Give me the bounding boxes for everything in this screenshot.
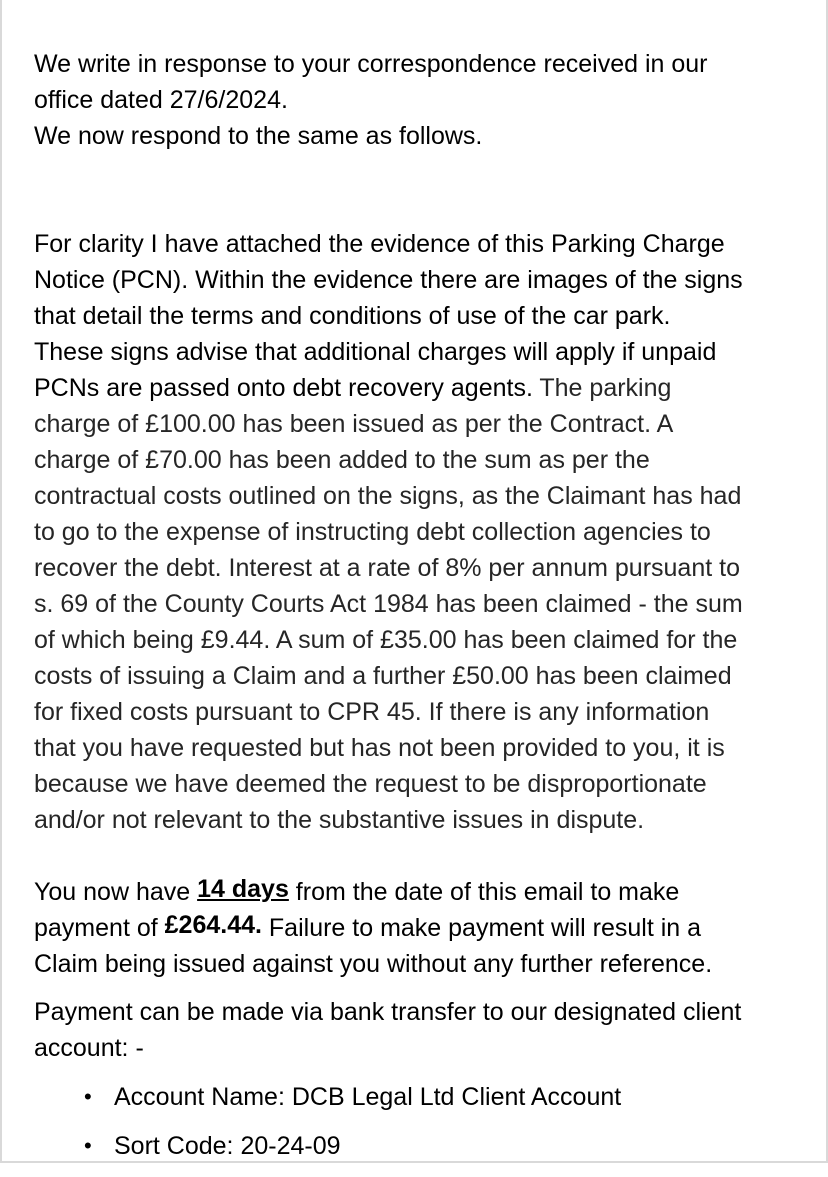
evidence-line: These signs advise that additional charges will apply if unpaid xyxy=(34,338,717,366)
evidence-line: s. 69 of the County Courts Act 1984 has been claimed - the sum xyxy=(34,590,743,618)
bullet-icon: • xyxy=(84,1084,92,1109)
payment-line: Claim being issued against you without any further reference. xyxy=(34,950,713,978)
evidence-line: contractual costs outlined on the signs, as the Claimant has had xyxy=(34,482,742,510)
bank-detail-sort-code: Sort Code: 20-24-09 xyxy=(114,1132,341,1160)
payment-paragraph xyxy=(34,874,800,982)
evidence-line: to go to the expense of instructing debt collection agencies to xyxy=(34,518,711,546)
evidence-line: charge of £100.00 has been issued as per the Contract. A xyxy=(34,410,674,438)
payment-text: Failure to make payment will result in a xyxy=(261,914,702,942)
bank-intro-line: account: - xyxy=(34,1034,144,1062)
evidence-line: recover the debt. Interest at a rate of 8% per annum pursuant to xyxy=(34,554,740,582)
paragraph-spacer xyxy=(34,154,800,226)
evidence-text-lead: PCNs are passed onto debt recovery agents. xyxy=(34,374,533,402)
payment-text: You now have xyxy=(34,878,198,906)
evidence-line: charge of £70.00 has been added to the sum as per the xyxy=(34,446,650,474)
payment-amount: £264.44. xyxy=(164,911,262,939)
list-item xyxy=(34,1079,800,1115)
payment-line xyxy=(34,910,800,946)
evidence-line: for fixed costs pursuant to CPR 45. If there is any information xyxy=(34,698,710,726)
evidence-line: that you have requested but has not been provided to you, it is xyxy=(34,734,725,762)
bank-details-list xyxy=(34,1079,800,1164)
intro-paragraph xyxy=(34,46,800,154)
evidence-line: costs of issuing a Claim and a further £50.00 has been claimed xyxy=(34,662,732,690)
evidence-line: of which being £9.44. A sum of £35.00 has been claimed for the xyxy=(34,626,738,654)
evidence-line: that detail the terms and conditions of use of the car park. xyxy=(34,302,671,330)
payment-deadline: 14 days xyxy=(197,875,289,903)
intro-line: office dated 27/6/2024. xyxy=(34,86,288,114)
evidence-line-mixed xyxy=(34,370,800,406)
intro-line: We now respond to the same as follows. xyxy=(34,122,483,150)
evidence-text-tail: The parking xyxy=(532,374,672,402)
page-border-left xyxy=(0,0,2,1163)
payment-line xyxy=(34,874,800,910)
intro-line: We write in response to your correspondence received in our xyxy=(34,50,708,78)
evidence-line: For clarity I have attached the evidence of this Parking Charge xyxy=(34,230,725,258)
email-body xyxy=(34,46,800,1177)
payment-text: from the date of this email to make xyxy=(288,878,680,906)
evidence-line: Notice (PCN). Within the evidence there are images of the signs xyxy=(34,266,743,294)
bank-intro-line: Payment can be made via bank transfer to our designated client xyxy=(34,998,742,1026)
evidence-line: and/or not relevant to the substantive issues in dispute. xyxy=(34,806,645,834)
bank-intro-paragraph xyxy=(34,994,800,1066)
bullet-icon: • xyxy=(84,1133,92,1158)
payment-text: payment of xyxy=(34,914,165,942)
list-item xyxy=(34,1128,800,1164)
evidence-line: because we have deemed the request to be disproportionate xyxy=(34,770,707,798)
bank-detail-account-name: Account Name: DCB Legal Ltd Client Account xyxy=(114,1083,622,1111)
evidence-paragraph xyxy=(34,226,800,838)
